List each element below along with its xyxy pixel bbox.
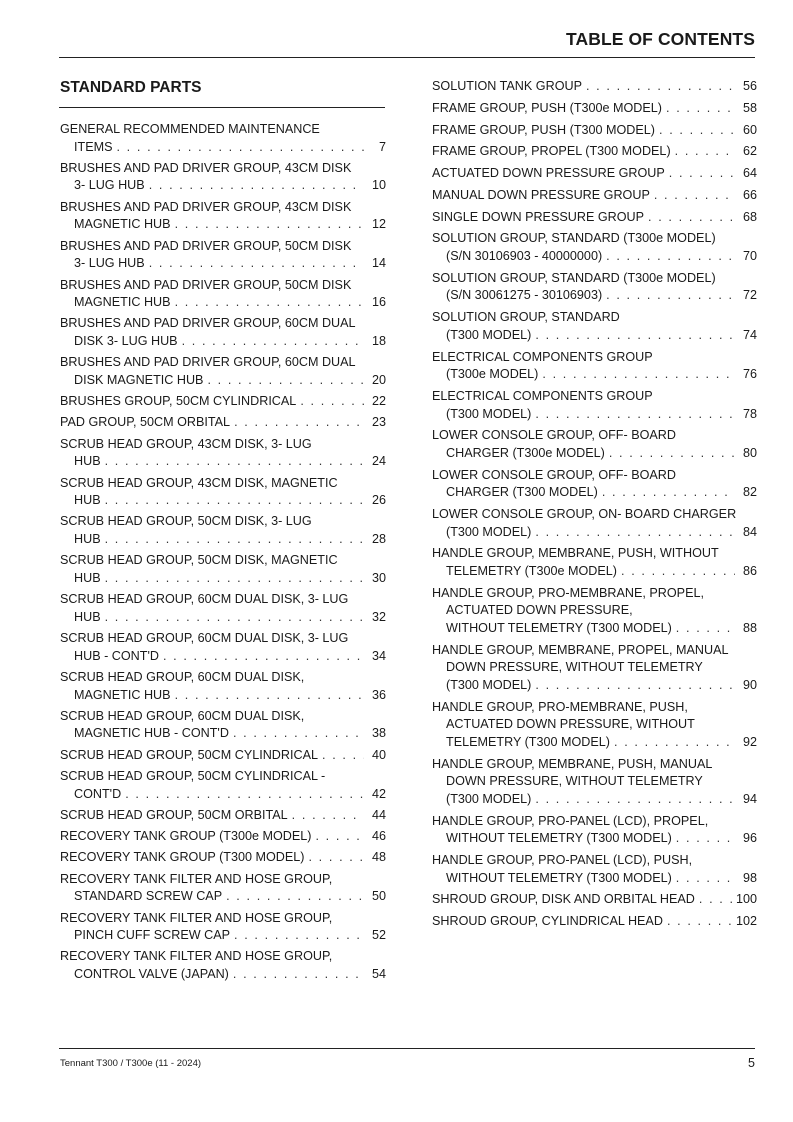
dot-leader [602,484,735,502]
toc-entry-page: 84 [742,524,757,539]
toc-entry-title: 3- LUG HUB [74,256,145,271]
toc-entry[interactable] [60,475,386,510]
toc-entry-title: SHROUD GROUP, DISK AND ORBITAL HEAD [432,892,695,907]
toc-entry-title: MAGNETIC HUB - CONT'D [74,726,229,741]
toc-entry-title: SCRUB HEAD GROUP, 50CM CYLINDRICAL [60,747,318,762]
dot-leader [175,216,364,234]
dot-leader [105,453,364,471]
toc-entry-title-line: SCRUB HEAD GROUP, 50CM DISK, 3- LUG [60,514,312,529]
toc-entry-title-line: SCRUB HEAD GROUP, 60CM DUAL DISK, 3- LUG [60,631,349,646]
toc-entry[interactable] [432,891,757,909]
toc-entry-page: 58 [742,100,757,115]
section-divider [59,107,385,108]
toc-entry-page: 88 [742,621,757,636]
toc-entry-title-line: ACTUATED DOWN PRESSURE, [446,603,633,618]
toc-entry-title-line: HANDLE GROUP, MEMBRANE, PUSH, MANUAL [432,756,713,771]
toc-entry[interactable] [432,209,757,227]
toc-entry-title-line: BRUSHES AND PAD DRIVER GROUP, 60CM DUAL [60,355,356,370]
toc-entry-title: (T300 MODEL) [446,327,532,342]
toc-entry-title: 3- LUG HUB [74,178,145,193]
dot-leader [175,687,364,705]
toc-entry-page: 80 [742,445,757,460]
toc-entry-title: PINCH CUFF SCREW CAP [74,928,231,943]
toc-entry-title-line: LOWER CONSOLE GROUP, OFF- BOARD [432,467,676,482]
toc-entry-title: MAGNETIC HUB [74,217,171,232]
toc-entry-page: 42 [371,786,386,801]
toc-entry-page: 72 [742,288,757,303]
toc-entry-title: HUB [74,609,101,624]
toc-entry[interactable] [432,813,757,848]
dot-leader [233,966,364,984]
toc-entry-title-line: SOLUTION GROUP, STANDARD (T300e MODEL) [432,231,716,246]
dot-leader [116,139,364,157]
toc-entry-page: 64 [742,166,757,181]
toc-entry-title-line: GENERAL RECOMMENDED MAINTENANCE [60,122,320,136]
dot-leader [226,888,364,906]
toc-entry-title-line: SOLUTION GROUP, STANDARD (T300e MODEL) [432,270,716,285]
toc-entry[interactable] [60,910,386,945]
dot-leader [609,445,735,463]
dot-leader [586,78,735,96]
header-divider [59,57,755,58]
toc-entry[interactable] [60,238,386,273]
toc-entry-page: 102 [735,914,757,929]
toc-entry[interactable] [60,414,386,432]
toc-entry-title: (T300 MODEL) [446,406,532,421]
toc-entry-page: 92 [742,734,757,749]
dot-leader [667,913,732,931]
toc-entry-title-line: RECOVERY TANK FILTER AND HOSE GROUP, [60,910,333,925]
toc-entry-title-line: DOWN PRESSURE, WITHOUT TELEMETRY [446,774,703,789]
toc-entry[interactable] [432,756,757,809]
toc-entry-page: 98 [742,870,757,885]
toc-entry[interactable] [432,467,757,502]
toc-entry[interactable] [432,349,757,384]
toc-entry-page: 66 [742,187,757,202]
dot-leader [308,849,364,867]
dot-leader [292,807,364,825]
toc-entry-title-line: SCRUB HEAD GROUP, 50CM DISK, MAGNETIC [60,553,338,568]
toc-entry-title: HUB [74,532,101,547]
toc-entry-page: 74 [742,327,757,342]
toc-entry-page: 90 [742,678,757,692]
dot-leader [648,209,735,227]
toc-entry-title: (S/N 30106903 - 40000000) [446,249,603,264]
toc-entry-title: ACTUATED DOWN PRESSURE GROUP [432,166,665,181]
toc-entry-page: 52 [371,928,386,943]
toc-entry[interactable] [60,708,386,743]
dot-leader [125,786,364,804]
toc-entry-page: 40 [371,747,386,762]
toc-entry-page: 56 [742,79,757,93]
toc-entry[interactable] [432,913,757,931]
toc-entry[interactable] [432,642,757,695]
toc-entry-page: 94 [742,791,757,806]
toc-entry[interactable] [432,852,757,887]
toc-column-right [432,78,757,935]
toc-entry-title: BRUSHES GROUP, 50CM CYLINDRICAL [60,394,297,409]
toc-entry-page: 10 [371,178,386,193]
toc-entry-page: 76 [742,367,757,382]
toc-entry-page: 38 [371,726,386,741]
dot-leader [207,372,364,390]
toc-entry-page: 48 [371,850,386,865]
toc-entry-title-line: ELECTRICAL COMPONENTS GROUP [432,349,653,364]
toc-entry[interactable] [60,849,386,867]
toc-entry-title-line: SOLUTION GROUP, STANDARD [432,310,620,325]
footer-divider [59,1048,755,1049]
dot-leader [149,177,364,195]
toc-entry-page: 82 [742,485,757,500]
toc-entry[interactable] [432,585,757,638]
toc-entry-page: 96 [742,831,757,846]
toc-entry-page: 44 [371,807,386,822]
toc-entry-title: CONTROL VALVE (JAPAN) [74,967,229,982]
dot-leader [535,791,735,809]
toc-entry-title-line: HANDLE GROUP, MEMBRANE, PROPEL, MANUAL [432,642,729,657]
toc-entry-title: SOLUTION TANK GROUP [432,79,582,93]
toc-entry[interactable] [432,122,757,140]
dot-leader [234,414,364,432]
toc-entry-title-line: BRUSHES AND PAD DRIVER GROUP, 50CM DISK [60,277,352,292]
dot-leader [659,122,735,140]
toc-entry[interactable] [432,143,757,161]
toc-entry-title-line: SCRUB HEAD GROUP, 43CM DISK, MAGNETIC [60,475,338,490]
toc-entry-title: HUB - CONT'D [74,648,159,663]
toc-entry[interactable] [432,187,757,205]
toc-entry-title: DISK MAGNETIC HUB [74,372,204,387]
dot-leader [105,609,364,627]
toc-entry[interactable] [60,669,386,704]
toc-entry-title: RECOVERY TANK GROUP (T300e MODEL) [60,829,312,844]
toc-entry-page: 32 [371,609,386,624]
toc-entry[interactable] [60,315,386,350]
toc-entry-title-line: BRUSHES AND PAD DRIVER GROUP, 43CM DISK [60,199,352,214]
toc-entry-page: 100 [735,892,757,907]
toc-entry-title: SINGLE DOWN PRESSURE GROUP [432,209,645,224]
toc-entry-title: FRAME GROUP, PROPEL (T300 MODEL) [432,144,671,159]
toc-entry-title-line: HANDLE GROUP, PRO-PANEL (LCD), PROPEL, [432,813,709,828]
toc-entry[interactable] [432,100,757,118]
toc-entry-title: SCRUB HEAD GROUP, 50CM ORBITAL [60,807,288,822]
toc-entry-title-line: ELECTRICAL COMPONENTS GROUP [432,388,653,403]
toc-entry[interactable] [432,309,757,344]
toc-entry-title: (S/N 30061275 - 30106903) [446,288,603,303]
toc-entry[interactable] [60,871,386,906]
dot-leader [315,828,364,846]
toc-entry[interactable] [60,747,386,765]
toc-entry[interactable] [60,828,386,846]
toc-entry-title-line: HANDLE GROUP, PRO-PANEL (LCD), PUSH, [432,853,693,868]
toc-entry-title-line: ACTUATED DOWN PRESSURE, WITHOUT [446,717,695,732]
dot-leader [675,143,735,161]
toc-entry-title: WITHOUT TELEMETRY (T300 MODEL) [446,870,672,885]
toc-entry-title: (T300 MODEL) [446,678,532,692]
toc-entry[interactable] [432,699,757,752]
toc-entry-title: HUB [74,454,101,469]
toc-entry-title-line: LOWER CONSOLE GROUP, ON- BOARD CHARGER [432,507,737,522]
toc-entry-page: 26 [371,493,386,508]
toc-entry-page: 46 [371,829,386,844]
toc-entry-page: 60 [742,122,757,137]
section-heading: STANDARD PARTS [60,79,202,96]
page-title: TABLE OF CONTENTS [565,29,755,49]
toc-entry[interactable] [432,545,757,580]
dot-leader [105,531,364,549]
toc-entry[interactable] [60,121,386,156]
dot-leader [699,891,732,909]
toc-entry-title: HUB [74,493,101,508]
toc-entry-title: CHARGER (T300 MODEL) [446,485,598,500]
toc-entry-page: 14 [371,256,386,271]
toc-entry[interactable] [60,948,386,983]
toc-entry-title-line: RECOVERY TANK FILTER AND HOSE GROUP, [60,949,333,964]
toc-entry-page: 7 [378,139,386,154]
dot-leader [542,366,735,384]
toc-entry-page: 36 [371,687,386,702]
dot-leader [300,393,364,411]
toc-entry-title-line: HANDLE GROUP, PRO-MEMBRANE, PROPEL, [432,585,704,600]
toc-entry[interactable] [60,277,386,312]
dot-leader [535,524,735,542]
dot-leader [105,492,364,510]
toc-entry-title-line: BRUSHES AND PAD DRIVER GROUP, 60CM DUAL [60,316,356,331]
dot-leader [666,100,735,118]
toc-entry-page: 78 [742,406,757,421]
toc-entry-title: MAGNETIC HUB [74,687,171,702]
toc-entry-page: 16 [371,295,386,310]
toc-entry-title-line: BRUSHES AND PAD DRIVER GROUP, 43CM DISK [60,160,352,175]
dot-leader [182,333,364,351]
toc-entry-page: 22 [371,394,386,409]
toc-entry-title: FRAME GROUP, PUSH (T300 MODEL) [432,122,655,137]
toc-entry[interactable] [432,270,757,305]
dot-leader [322,747,364,765]
toc-column-left [60,121,386,987]
toc-entry-title: MAGNETIC HUB [74,295,171,310]
toc-entry-title: ITEMS [74,139,113,154]
dot-leader [149,255,364,273]
toc-entry[interactable] [60,630,386,665]
dot-leader [676,830,735,848]
dot-leader [606,248,735,266]
toc-entry[interactable] [432,388,757,423]
toc-entry[interactable] [432,165,757,183]
toc-entry-title: WITHOUT TELEMETRY (T300 MODEL) [446,621,672,636]
toc-entry[interactable] [432,230,757,265]
toc-entry-title: HUB [74,570,101,585]
toc-entry-title: FRAME GROUP, PUSH (T300e MODEL) [432,100,663,115]
toc-entry-title: STANDARD SCREW CAP [74,889,223,904]
toc-entry-title: (T300 MODEL) [446,524,532,539]
dot-leader [535,677,735,695]
toc-entry-title: (T300e MODEL) [446,367,539,382]
toc-entry-title-line: HANDLE GROUP, PRO-MEMBRANE, PUSH, [432,699,688,714]
toc-entry-title: PAD GROUP, 50CM ORBITAL [60,415,231,430]
toc-entry-title: RECOVERY TANK GROUP (T300 MODEL) [60,850,305,865]
toc-entry-page: 23 [371,415,386,430]
toc-entry[interactable] [60,807,386,825]
toc-entry-title-line: DOWN PRESSURE, WITHOUT TELEMETRY [446,660,703,675]
toc-entry[interactable] [432,506,757,541]
toc-entry-page: 12 [371,217,386,232]
dot-leader [621,563,735,581]
toc-entry-title-line: LOWER CONSOLE GROUP, OFF- BOARD [432,428,676,443]
toc-entry[interactable] [60,199,386,234]
dot-leader [175,294,364,312]
toc-entry-page: 34 [371,648,386,663]
toc-entry-title: TELEMETRY (T300e MODEL) [446,564,617,579]
toc-entry-title-line: SCRUB HEAD GROUP, 50CM CYLINDRICAL - [60,768,326,783]
toc-entry-page: 68 [742,209,757,224]
dot-leader [163,648,364,666]
dot-leader [606,287,735,305]
toc-entry-title: CHARGER (T300e MODEL) [446,445,605,460]
toc-entry-page: 62 [742,144,757,159]
toc-entry-title: CONT'D [74,786,122,801]
toc-entry[interactable] [60,436,386,471]
toc-entry-title: SHROUD GROUP, CYLINDRICAL HEAD [432,914,663,929]
toc-entry-page: 70 [742,249,757,264]
toc-entry-title-line: HANDLE GROUP, MEMBRANE, PUSH, WITHOUT [432,546,719,561]
dot-leader [614,734,735,752]
toc-entry-title: MANUAL DOWN PRESSURE GROUP [432,187,650,202]
dot-leader [676,870,735,888]
toc-entry-title: (T300 MODEL) [446,791,532,806]
toc-entry-title-line: BRUSHES AND PAD DRIVER GROUP, 50CM DISK [60,238,352,253]
dot-leader [676,620,735,638]
toc-entry-title-line: SCRUB HEAD GROUP, 60CM DUAL DISK, 3- LUG [60,592,349,607]
toc-entry[interactable] [60,513,386,548]
dot-leader [535,327,735,345]
dot-leader [233,725,364,743]
toc-entry[interactable] [432,78,757,96]
toc-entry[interactable] [60,768,386,803]
toc-entry-page: 50 [371,889,386,904]
toc-entry[interactable] [432,427,757,462]
toc-entry-page: 86 [742,564,757,579]
toc-entry[interactable] [60,552,386,587]
dot-leader [234,927,364,945]
dot-leader [669,165,735,183]
toc-entry-title: WITHOUT TELEMETRY (T300 MODEL) [446,831,672,846]
toc-entry-title: DISK 3- LUG HUB [74,333,178,348]
toc-entry-page: 28 [371,532,386,547]
toc-entry-page: 20 [371,372,386,387]
toc-entry-page: 24 [371,454,386,469]
toc-entry-title-line: RECOVERY TANK FILTER AND HOSE GROUP, [60,871,333,886]
toc-entry-title-line: SCRUB HEAD GROUP, 43CM DISK, 3- LUG [60,436,312,451]
toc-entry-page: 18 [371,333,386,348]
toc-entry[interactable] [60,591,386,626]
toc-entry[interactable] [60,393,386,411]
footer-page-number: 5 [748,1056,755,1070]
toc-entry[interactable] [60,354,386,389]
toc-entry[interactable] [60,160,386,195]
dot-leader [105,570,364,588]
toc-entry-page: 54 [371,967,386,982]
toc-entry-title-line: SCRUB HEAD GROUP, 60CM DUAL DISK, [60,669,305,684]
toc-entry-page: 30 [371,570,386,585]
dot-leader [654,187,735,205]
footer-document-id: Tennant T300 / T300e (11 - 2024) [60,1058,202,1069]
toc-entry-title: TELEMETRY (T300 MODEL) [446,734,610,749]
toc-entry-title-line: SCRUB HEAD GROUP, 60CM DUAL DISK, [60,708,305,723]
dot-leader [535,406,735,424]
